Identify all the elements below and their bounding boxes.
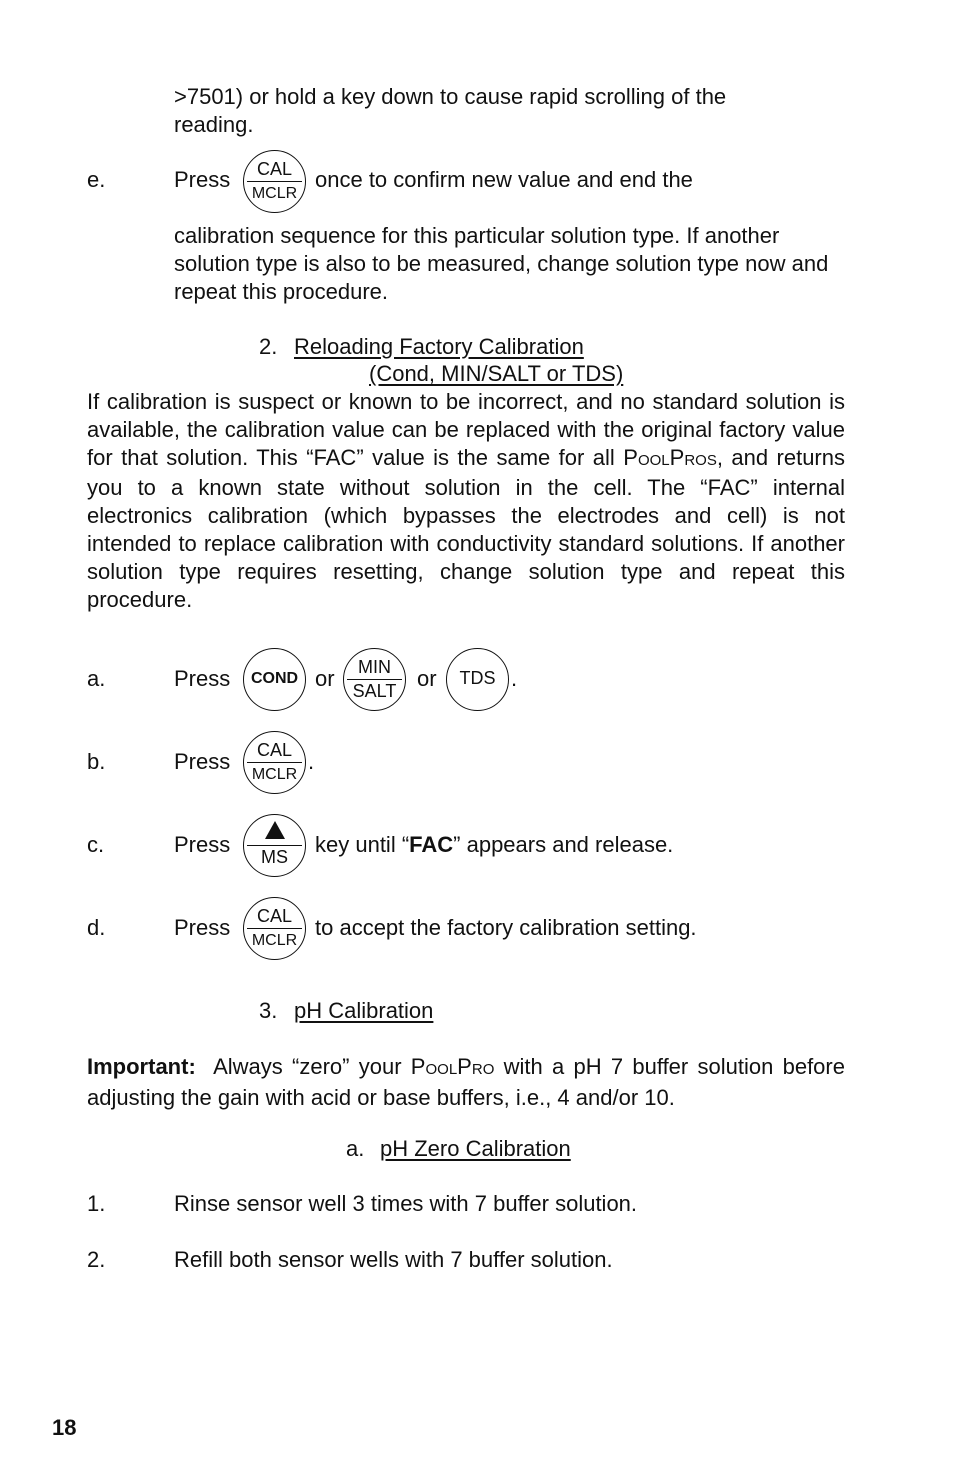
- step-e-label: e.: [87, 167, 106, 192]
- up-ms-key-icon: MS: [243, 814, 306, 877]
- page-number: 18: [52, 1415, 77, 1440]
- section-2-paragraph: If calibration is suspect or known to be incorrect, and no standard solution is available, the calibration value can be replaced with the original factory value for that solution. This “FAC” value is the same for all POOLPROS, and returns you to a known state without solution in the cell. The “FAC” internal electronics calibration (which bypasses the electrodes and cell) is not intended to replace calibration with conductivity standard solutions. If another solution type requires resetting, change solution type and repeat this procedure.: [87, 389, 845, 612]
- step-e-continuation: calibration sequence for this particular solution type. If another solution type is also to be measured, change solution type now and repeat this procedure.: [174, 223, 829, 304]
- cal-mclr-key-icon: CAL MCLR: [243, 897, 306, 960]
- intro-text: >7501) or hold a key down to cause rapid scrolling of the reading.: [174, 84, 727, 137]
- section-3-title: pH Calibration: [294, 998, 434, 1023]
- cond-key-icon: COND: [243, 648, 306, 711]
- section-2-number: 2.: [259, 334, 278, 359]
- up-triangle-icon: [265, 821, 285, 839]
- step-c-text: key until “FAC” appears and release.: [315, 832, 674, 857]
- step-d-label: d.: [87, 915, 106, 940]
- step-a-or-2: or: [417, 666, 437, 691]
- section-2-subtitle: (Cond, MIN/SALT or TDS): [369, 361, 624, 386]
- step-c-label: c.: [87, 832, 105, 857]
- min-salt-key-icon: MIN SALT: [343, 648, 406, 711]
- step-b-press: Press: [174, 749, 231, 774]
- list-item-1-text: Rinse sensor well 3 times with 7 buffer solution.: [174, 1191, 638, 1216]
- section-2-title: Reloading Factory Calibration: [294, 334, 584, 359]
- step-a-or-1: or: [315, 666, 335, 691]
- brand-name: POOLPROS: [623, 444, 717, 470]
- subsection-a-title: pH Zero Calibration: [380, 1136, 571, 1161]
- step-a-press: Press: [174, 666, 231, 691]
- step-e-press: Press: [174, 167, 231, 192]
- brand-name: POOLPRO: [410, 1054, 495, 1079]
- step-e-text: once to confirm new value and end the: [315, 167, 693, 192]
- list-item-2-text: Refill both sensor wells with 7 buffer solution.: [174, 1247, 613, 1272]
- step-a-end: .: [511, 666, 518, 691]
- step-a-label: a.: [87, 666, 106, 691]
- cal-mclr-key-icon: CAL MCLR: [243, 731, 306, 794]
- step-b-end: .: [308, 749, 315, 774]
- step-d-text: to accept the factory calibration setting.: [315, 915, 697, 940]
- step-c-press: Press: [174, 832, 231, 857]
- cal-mclr-key-icon: CAL MCLR: [243, 150, 306, 213]
- section-3-number: 3.: [259, 998, 278, 1023]
- list-item-2-label: 2.: [87, 1247, 106, 1272]
- list-item-1-label: 1.: [87, 1191, 106, 1216]
- important-note: Important: Always “zero” your POOLPRO with a pH 7 buffer solution before adjusting the gain with acid or base buffers, i.e., 4 and/or 10.: [87, 1054, 845, 1110]
- step-d-press: Press: [174, 915, 231, 940]
- subsection-a-label: a.: [346, 1136, 365, 1161]
- step-b-label: b.: [87, 749, 106, 774]
- tds-key-icon: TDS: [446, 648, 509, 711]
